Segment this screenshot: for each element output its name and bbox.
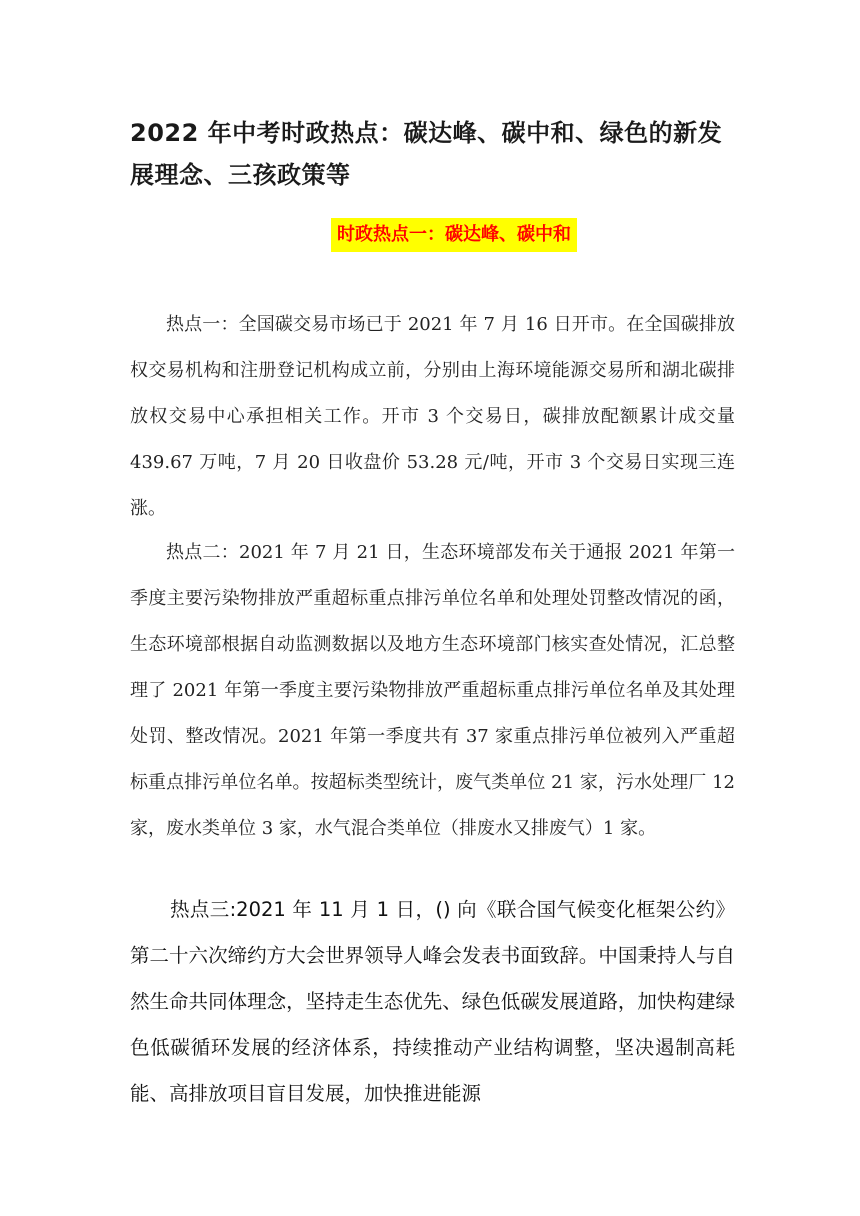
document-title: 2022 年中考时政热点：碳达峰、碳中和、绿色的新发展理念、三孩政策等 [130,119,723,189]
section-heading-highlight: 时政热点一：碳达峰、碳中和 [331,218,577,252]
paragraph-hotspot-3: 热点三:2021 年 11 月 1 日，() 向《联合国气候变化框架公约》第二十六次缔约方大会世界领导人峰会发表书面致辞。中国秉持人与自然生命共同体理念，坚持走生态优先、绿色低碳发展道路，加快构建绿色低碳循环发展的经济体系，持续推动产业结构调整，坚决遏制高耗能、高排放项目盲目发展，加快推进能源 [130,898,735,1105]
paragraph-hotspot-1: 热点一：全国碳交易市场已于 2021 年 7 月 16 日开市。在全国碳排放权交易机构和注册登记机构成立前，分别由上海环境能源交易所和湖北碳排放权交易中心承担相关工作。开市 3 个交易日，碳排放配额累计成交量 439.67 万吨，7 月 20 日收盘价 53.28 元/吨，开市 3 个交易日实现三连涨。 [130,314,735,519]
paragraph-hotspot-2: 热点二：2021 年 7 月 21 日，生态环境部发布关于通报 2021 年第一季度主要污染物排放严重超标重点排污单位名单和处理处罚整改情况的函，生态环境部根据自动监测数据以及地方生态环境部门核实查处情况，汇总整理了 2021 年第一季度主要污染物排放严重超标重点排污单位名单及其处理处罚、整改情况。2021 年第一季度共有 37 家重点排污单位被列入严重超标重点排污单位名单。按超标类型统计，废气类单位 21 家，污水处理厂 12 家，废水类单位 3 家，水气混合类单位（排废水又排废气）1 家。 [130,542,735,839]
